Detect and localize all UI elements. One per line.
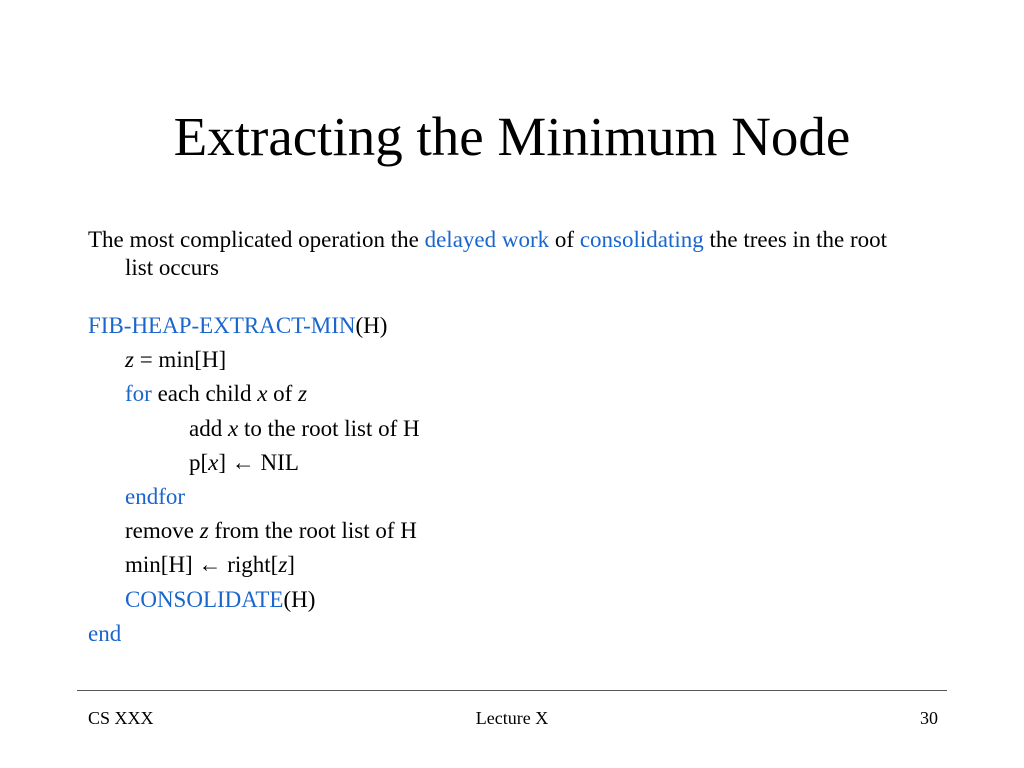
parent-text-1: p[ — [189, 449, 209, 475]
term-delayed-work: delayed work — [424, 227, 550, 252]
var-z: z — [199, 518, 209, 544]
code-line-end — [88, 617, 908, 651]
keyword-endfor: endfor — [125, 483, 186, 509]
min-text-2: ] — [287, 552, 295, 578]
for-text-2: of — [267, 381, 299, 407]
procedure-args: (H) — [355, 313, 388, 338]
code-line-remove — [88, 514, 908, 548]
code-line-consolidate — [88, 583, 908, 617]
pseudocode-block — [88, 309, 908, 651]
code-line-add — [88, 412, 908, 446]
var-z: z — [298, 381, 308, 407]
code-line-endfor — [88, 480, 908, 514]
term-consolidating: consolidating — [579, 227, 704, 252]
assign-z-rest: = min[H] — [133, 347, 227, 373]
footer-course: CS XXX — [88, 708, 154, 728]
for-text-1: each child — [151, 381, 258, 407]
var-x: x — [208, 449, 219, 475]
footer-divider — [77, 690, 947, 691]
keyword-consolidate: CONSOLIDATE — [125, 586, 284, 612]
slide-title: Extracting the Minimum Node — [173, 106, 851, 167]
add-text-1: add — [189, 415, 228, 441]
code-line-for — [88, 377, 908, 411]
procedure-name: FIB-HEAP-EXTRACT-MIN — [88, 313, 356, 338]
min-text-1: min[H] ← right[ — [125, 552, 279, 578]
footer-lecture: Lecture X — [475, 708, 549, 728]
keyword-for: for — [125, 381, 152, 407]
parent-text-2: ] ← NIL — [218, 449, 299, 475]
code-line-min-right — [88, 548, 908, 582]
intro-paragraph — [88, 226, 908, 282]
slide-body — [88, 226, 908, 651]
remove-text-1: remove — [125, 518, 200, 544]
var-x: x — [257, 381, 268, 407]
intro-text-3: the trees in the root list occurs — [125, 227, 888, 280]
var-z: z — [125, 347, 134, 373]
remove-text-2: from the root list of H — [208, 518, 417, 544]
intro-text-2: of — [549, 227, 580, 252]
keyword-end: end — [88, 620, 122, 646]
code-line-parent-nil — [88, 446, 908, 480]
intro-text-1: The most complicated operation the — [88, 227, 425, 252]
code-line-assign-z — [88, 343, 908, 377]
footer-page-number: 30 — [920, 708, 938, 728]
code-line-header — [88, 309, 908, 343]
add-text-2: to the root list of H — [238, 415, 420, 441]
consolidate-args: (H) — [283, 586, 316, 612]
var-z: z — [278, 552, 288, 578]
var-x: x — [227, 415, 239, 441]
